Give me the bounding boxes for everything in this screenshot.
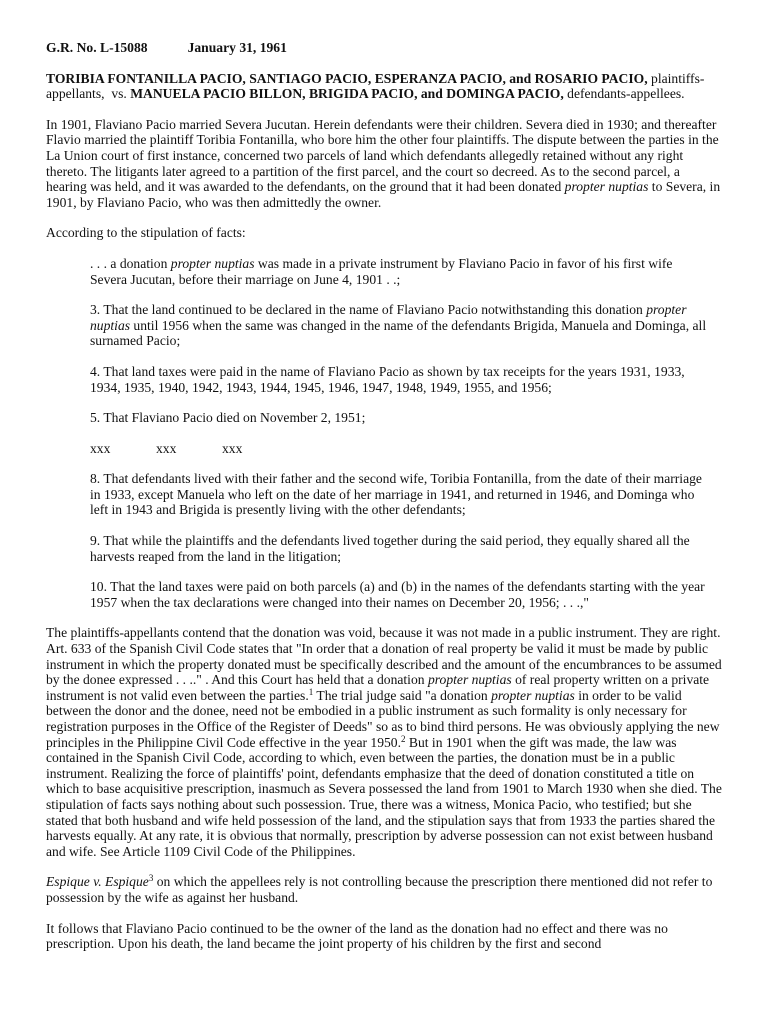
plaintiffs-role: plaintiffs-appellants, [46, 70, 705, 102]
footnote-ref-3[interactable]: 3 [148, 873, 154, 884]
paragraph-espique: Espique v. Espique$^3$ on which the appellees rely is not controlling because the prescription there mentioned did not refer to possession by the wife as against her husband. [46, 873, 713, 905]
footnote-ref-1[interactable]: 1 [308, 686, 314, 697]
stipulation-3: 3. That the land continued to be declared in the name of Flaviano Pacio notwithstanding this donation propter nuptias until 1956 when the same was changed in the name of the defendants Brigida, Manuela and Dominga, all surnamed Pacio; [90, 302, 707, 349]
paragraph-facts: In 1901, Flaviano Pacio married Severa Jucutan. Herein defendants were their children. Severa died in 1930; and thereafter Flavio married the plaintiff Toribia Fontanilla, who bore him the other four plaintiffs. The dispute between the parties in the La Union court of first instance, concerned two parcels of land which defendants allegedly retained without any right thereto. The litigants later agreed to a partition of the first parcel, and the court so decreed. As to the second parcel, a hearing was held, and it was awarded to the defendants, on the ground that it had been donated propter nuptias to Severa, in 1901, by Flaviano Pacio, who was then admittedly the owner. [46, 116, 721, 210]
defendants-role: defendants-appellees. [567, 86, 685, 102]
plaintiffs-names: TORIBIA FONTANILLA PACIO, SANTIAGO PACIO, ESPERANZA PACIO, and ROSARIO PACIO, [46, 70, 648, 86]
footnote-ref-2[interactable]: 2 [401, 733, 406, 744]
stipulation-5: 5. That Flaviano Pacio died on November 2, 1951; [90, 410, 366, 426]
decision-date: January 31, 1961 [187, 40, 287, 55]
stipulation-9: 9. That while the plaintiffs and the defendants lived together during the said period, they equally shared all the harvests reaped from the land in the litigation; [90, 533, 690, 564]
paragraph-stipulation-intro: According to the stipulation of facts: [46, 225, 246, 241]
defendants-names: MANUELA PACIO BILLON, BRIGIDA PACIO, and DOMINGA PACIO, [130, 86, 564, 102]
paragraph-conclusion: It follows that Flaviano Pacio continued to be the owner of the land as the donation had no effect and there was no prescription. Upon his death, the land became the joint property of his children by the first and second [46, 920, 668, 952]
omission-marker: xxx xxx xxx [90, 440, 243, 456]
versus: vs. [111, 86, 127, 102]
stipulation-10: 10. That the land taxes were paid on both parcels (a) and (b) in the names of the defendants starting with the year 1957 when the tax declarations were changed into their names on December 20, 1956; . . .," [90, 579, 705, 610]
paragraph-analysis: The plaintiffs-appellants contend that the donation was void, because it was not made in a public instrument. They are right. Art. 633 of the Spanish Civil Code states that "In order that a donation of real property be valid it must be made by public instrument in which the property donated must be specifically described and the amount of the encumbrances to be assumed by the donee expressed . . .." . And this Court has held that a donation propter nuptias of real property written on a private instrument is not valid even between the parties.$^1$ The trial judge said "a donation propter nuptias in order to be valid between the donor and the donee, need not be embodied in a public instrument as such formality is only necessary for registration purposes in the Office of the Register of Deeds" so as to bind third persons. He was obviously applying the new principles in the Philippine Civil Code effective in the year 1950.$^2$ But in 1901 when the gift was made, the law was contained in the Spanish Civil Code, according to which, even between the parties, the donation must be in a public instrument. Realizing the force of plaintiffs' point, defendants emphasize that the deed of donation constituted a title on which to base acquisitive prescription, inasmuch as Severa possessed the land from 1901 to March 1930 when she died. The stipulation of facts says nothing about such possession. True, there was a witness, Monica Pacio, who testified; but she stated that both husband and wife held possession of the land, and the stipulation says that from 1933 the parties shared the harvests equally. At any rate, it is obvious that normally, prescription by adverse possession can not exist between husband and wife. See Article 1109 Civil Code of the Philippines. [46, 625, 722, 859]
stipulation-4: 4. That land taxes were paid in the name of Flaviano Pacio as shown by tax receipts for the years 1931, 1933, 1934, 1935, 1940, 1942, 1943, 1944, 1945, 1946, 1947, 1948, 1949, 1955, and 1956; [90, 363, 685, 395]
stipulation-donation: . . . a donation propter nuptias was made in a private instrument by Flaviano Pacio in favor of his first wife Severa Jucutan, before their marriage on June 4, 1901 . .; [90, 255, 673, 287]
case-caption [46, 71, 722, 102]
case-heading [46, 40, 722, 56]
gr-number: G.R. No. L-15088 [46, 40, 148, 55]
stipulation-8: 8. That defendants lived with their father and the second wife, Toribia Fontanilla, from the date of their marriage in 1933, except Manuela who left on the date of her marriage in 1941, and returned in 1946, and Dominga who left in 1943 and Brigida is presently living with the other defendants; [90, 471, 702, 518]
